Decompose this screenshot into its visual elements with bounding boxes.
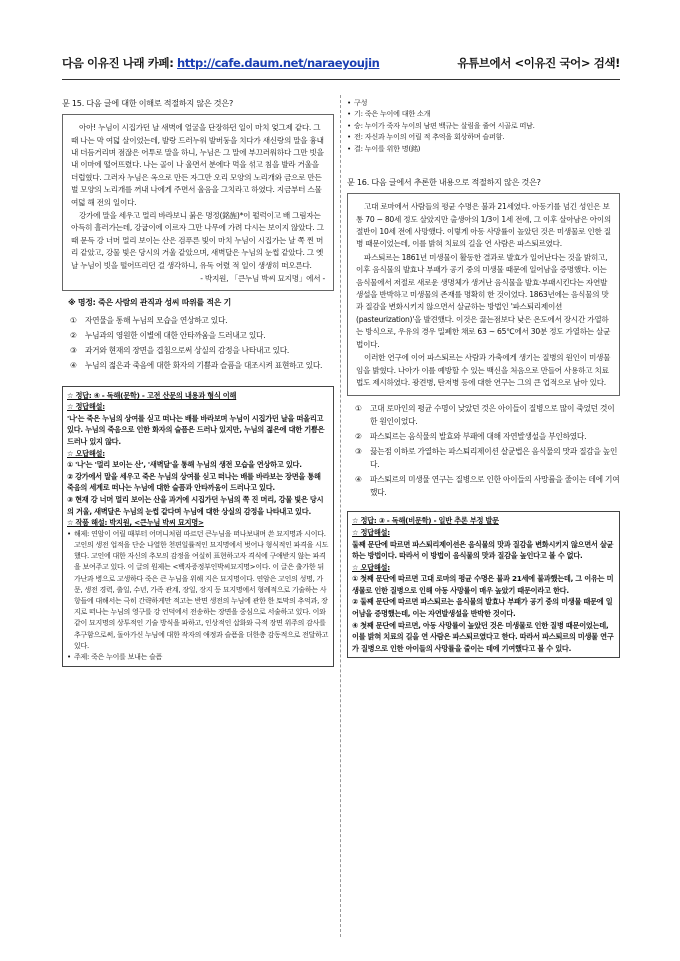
q16-option-2[interactable]	[355, 430, 620, 443]
structure-item: • 기: 죽은 누이에 대한 소개	[347, 108, 620, 119]
q16-passage-para-2: 파스퇴르는 1861년 미생물이 활동한 결과로 발효가 일어난다는 것을 밝히고, 이후 음식물의 발효나 부패가 공기 중의 미생물 때문에 일어남을 증명했다. 이는 음식물에서 저절로 새로운 생명체가 생겨난 음식물을 발효·부패시킨다는 자연발생설을 반박하고 미생물의 존재를 명확히 한 것이었다. 1863년에는 음식물의 맛과 질감을 변화시키지 않으면서 살균하는 방법인 '파스퇴리제이션(pasteurization)'을 발견했다. 이것은 끓는점보다 낮은 온도에서 장시간 가열하는 방식으로, 우유의 경우 밀폐한 채로 63 ~ 65℃에서 30분 정도 가열하는 살균법이다.	[356, 252, 611, 349]
option-number: ③	[355, 447, 362, 457]
q16-passage-para-3: 이러한 연구에 이어 파스퇴르는 사람과 가축에게 생기는 질병의 원인이 미생물임을 밝혔다. 나아가 이를 예방할 수 있는 백신을 처음으로 만들어 사용하고 치료법도 제시하였다. 광견병, 탄저병 등에 대한 연구는 그의 큰 업적으로 남아 있다.	[356, 353, 611, 387]
q15-option-1[interactable]	[70, 314, 334, 327]
option-number: ④	[70, 360, 77, 370]
q16-wrong-2: ② 둘째 문단에 따르면 파스퇴르는 음식물의 발효나 부패가 공기 중의 미생물 때문에 일어남을 증명했는데, 이는 자연발생설을 반박한 것이다.	[352, 597, 613, 619]
option-text: 고대 로마인의 평균 수명이 낮았던 것은 아이들이 질병으로 많이 죽었던 것이 한 원인이었다.	[370, 404, 615, 427]
option-number: ②	[70, 330, 77, 340]
option-text: 누님의 젊은과 죽음에 대한 화자의 기쁨과 슬픔을 대조시켜 표현하고 있다.	[85, 360, 323, 370]
q15-source: - 박지원, 「큰누님 박씨 묘지명」에서 -	[200, 274, 325, 284]
column-divider	[340, 95, 341, 937]
q15-option-4[interactable]	[70, 359, 334, 372]
option-text: 자연물을 통해 누님의 모습을 연상하고 있다.	[85, 315, 228, 325]
structure-item: • 승: 누이가 죽자 누이의 남편 백규는 살림을 줄여 시골로 떠남.	[347, 120, 620, 131]
q15-wrong-2: ② 강가에서 말을 세우고 죽은 누님의 상여를 싣고 떠나는 배를 바라보는 장면을 통해 죽음의 세계로 떠나는 누님에 대한 슬픔과 안타까움이 드러나고 있다.	[67, 471, 321, 493]
option-number: ②	[355, 432, 362, 442]
q15-work-desc: • 해제: 연암이 어릴 때부터 어머니처럼 따르던 큰누님을 떠나보내며 쓴 묘지명과 시이다. 고인의 생전 업적을 단순 나열한 천편일률적인 묘지명에서 벗어나 형식적인 파격을 시도했다. 고인에 대한 자신의 추모의 감정을 여실히 표현하고자 격식에 구애받지 않는 파격을 보여주고 있다. 이 글의 원제는 <백자증정부인박씨묘지명>이다. 이 글은 출가한 뒤 가난과 병으로 고생하다 죽은 큰 누님을 위해 지은 묘지명이다. 연암은 고인의 성명, 가문, 생전 경력, 출일, 수년, 가족 관계, 장일, 장지 등 묘지명에서 형례적으로 기술하는 사항들에 대해서는 극히 간략하게만 적고는 반면 생전의 누님에 관한 한 토막의 추억과, 장지로 떠나는 누님의 영구를 강 언덕에서 전송하는 장면을 중심으로 서술하고 있다. 이와 같이 묘지명의 상투적인 기술 방식을 파하고, 인상적인 삽화와 극적 장면 위주의 감사를 추구함으로써, 돌아가신 누님에 대한 작자의 애정과 슬픔을 더한층 감동적으로 전달하고 있다.	[67, 529, 329, 652]
option-number: ①	[70, 315, 77, 325]
option-number: ③	[70, 345, 77, 355]
option-number: ①	[355, 404, 362, 414]
q15-option-2[interactable]	[70, 329, 334, 342]
structure-item: • 결: 누이를 위한 명(銘)	[347, 143, 620, 154]
left-column	[62, 97, 334, 667]
page-header	[62, 55, 620, 75]
q15-structure	[347, 97, 620, 154]
q15-passage-para-1: 아아! 누님이 시집가던 날 새벽에 얼굴을 단장하던 일이 마치 엊그제 같다. 그때 나는 막 여덟 살이었는데, 발랑 드러누워 발버둥을 치다가 새신랑의 말을 흉내 내 더듬거리며 점잖은 어투로 말을 하니, 누님은 그 말에 부끄러워하다 그만 빗을 내 이마에 떨어뜨렸다. 나는 골이 나 울면서 분에다 먹을 섞고 침을 발라 거울을 더럽혔다. 그러자 누님은 옥으로 만든 자그만 오리 모양의 노리개와 금으로 만든 벌 모양의 노리개를 꺼내 나에게 주면서 울음을 그치라고 하였다. 지금부터 스물여덟 해 전의 일이다.	[71, 123, 324, 207]
q16-answer-title: ☆ 정답: ③ - 독해(비문학) - 일반 추론 부정 발문	[352, 516, 499, 526]
q15-passage-para-2: 강가에 말을 세우고 멀리 바라보니 붉은 명정(銘旌)*이 펄럭이고 배 그림자는 아득히 흘러가는데, 강굽이에 이르자 그만 나무에 가려 다시는 보이지 않았다. 그때 문득 강 너머 멀리 보이는 산은 검푸른 빛이 마치 누님이 시집가는 날 쪽 찐 머리 같았고, 강물 빛은 당시의 거울 같았으며, 새벽달은 누님의 눈썹 같았다. 그 옛날 누님이 빗을 떨어뜨리던 걸 생각하니, 유독 어렸 적 일이 생생히 떠오른다.	[71, 211, 324, 270]
header-rule	[62, 79, 620, 80]
q16-wrong-1: ① 첫째 문단에 따르면 고대 로마의 평균 수명은 불과 21세에 불과했는데, 그 이유는 미생물로 인한 질병으로 인해 아동 사망률이 매우 높았기 때문이라고 한다.	[352, 574, 614, 595]
q15-options	[70, 314, 334, 372]
q16-question: 문 16. 다음 글에서 추론한 내용으로 적절하지 않은 것은?	[347, 177, 541, 188]
option-text: 과거와 현재의 장면을 겹침으로써 상실의 감정을 나타내고 있다.	[85, 345, 290, 355]
q16-passage-box	[347, 193, 620, 396]
q16-wrong-3: ④ 첫째 문단에 따르면, 아동 사망률이 높았던 것은 미생물로 인한 질병 때문이었는데, 이를 밝혀 치료의 길을 연 사람은 파스퇴르였다고 한다. 따라서 파스퇴르의 미생물 연구가 질병으로 인한 아이들의 사망률을 줄이는 데에 기여했다고 볼 수 있다.	[352, 620, 614, 653]
q15-wrong-1: ① '나'는 '멀리 보이는 산', '새벽달'을 통해 누님의 생전 모습을 연상하고 있다.	[67, 460, 302, 470]
option-number: ④	[355, 475, 362, 485]
structure-item: • 전: 자신과 누이의 어릴 적 추억을 회상하며 슬퍼함.	[347, 131, 620, 142]
q15-work-label: ☆ 작품 해설: 박지원, <큰누님 박씨 묘지명>	[67, 518, 204, 528]
q16-option-3[interactable]	[355, 445, 620, 471]
q15-footnote: ※ 명정: 죽은 사람의 관직과 성씨 따위를 적은 기	[68, 298, 232, 308]
q16-explain-label: ☆ 정답해설:	[352, 527, 390, 537]
q15-wrong-label: ☆ 오답해설:	[67, 448, 105, 458]
q16-answer-box	[347, 511, 620, 658]
right-column	[347, 97, 620, 658]
q16-wrong-label: ☆ 오답해설:	[352, 562, 390, 572]
q15-explain-text: '나'는 죽은 누님의 상여를 싣고 떠나는 배를 바라보며 누님이 시집가던 날을 떠올리고 있다. 누님의 죽음으로 인한 화자의 슬픔은 드러나 있지만, 누님의 젊은에 대한 기쁨은 드러나 있지 않다.	[67, 413, 325, 447]
header-right: 유튜브에서 <이유진 국어> 검색!	[457, 56, 620, 70]
option-text: 누님과의 영원한 이별에 대한 안타까움을 드러내고 있다.	[85, 330, 266, 340]
option-text: 파스퇴르의 미생물 연구는 질병으로 인한 아이들의 사망률을 줄이는 데에 기여했다.	[370, 475, 620, 498]
q15-answer-title: ☆ 정답: ④ - 독해(문학) - 고전 산문의 내용과 형식 이해	[67, 390, 237, 400]
q16-options	[355, 402, 620, 499]
structure-label: • 구성	[347, 97, 620, 108]
option-text: 끓는점 이하로 가열하는 파스퇴리제이션 살균법은 음식물의 맛과 질감을 높인다.	[370, 447, 618, 470]
q15-option-3[interactable]	[70, 344, 334, 357]
q15-wrong-3: ③ 현재 강 너머 멀리 보이는 산을 과거에 시집가던 누님의 쪽 진 머리, 강물 빛은 당시의 거울, 새벽달은 누님의 눈썹 같다며 누님에 대한 상실의 감정을 나타내고 있다.	[67, 495, 324, 516]
q16-passage-para-1: 고대 로마에서 사람들의 평균 수명은 불과 21세였다. 아동기를 넘긴 성인은 보통 70 ~ 80세 정도 살았지만 출생아의 1/3이 1세 전에, 그 이후 살아남은 아이의 절반이 10세 전에 사망했다. 이렇게 아동 사망률이 높았던 것은 미생물로 인한 질병 때문이었는데, 이를 밝혀 치료의 길을 연 사람은 파스퇴르였다.	[356, 202, 612, 249]
cafe-link[interactable]: http://cafe.daum.net/naraeyoujin	[177, 56, 380, 70]
option-text: 파스퇴르는 음식물의 발효와 부패에 대해 자연발생설을 부인하였다.	[370, 432, 587, 442]
q15-passage-box	[62, 114, 334, 291]
header-left	[62, 55, 379, 71]
q16-explain-text: 둘째 문단에 따르면 파스퇴리제이션은 음식물의 맛과 질감을 변화시키지 않으면서 살균하는 방법이다. 따라서 이 방법이 음식물의 맛과 질감을 높인다고 볼 수 없다.	[352, 539, 614, 561]
q15-question: 문 15. 다음 글에 대한 이해로 적절하지 않은 것은?	[62, 98, 233, 108]
q15-answer-box	[62, 386, 334, 668]
q16-option-1[interactable]	[355, 402, 620, 428]
q15-explain-label: ☆ 정답해설:	[67, 402, 105, 412]
q15-work-theme: • 주제: 죽은 누이를 보내는 슬픔	[67, 652, 329, 663]
header-cafe-label: 다음 이유진 나래 카페:	[62, 56, 177, 70]
q16-option-4[interactable]	[355, 473, 620, 499]
